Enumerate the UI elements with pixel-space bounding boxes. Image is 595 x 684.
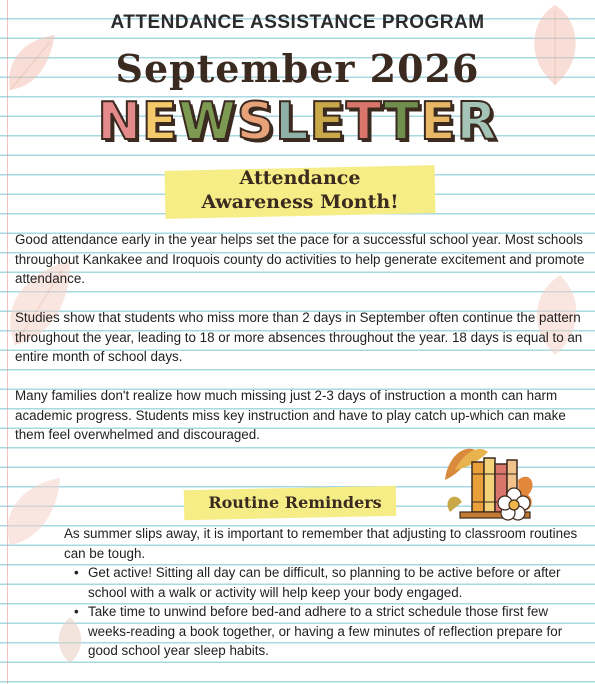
list-item: • Get active! Sitting all day can be difficult, so planning to be active before or after school with a walk or activity will help keep your body engaged.: [74, 563, 584, 602]
masthead-letter: L: [275, 92, 310, 152]
routine-intro: As summer slips away, it is important to remember that adjusting to classroom routines can be tough.: [64, 526, 578, 561]
routine-section: [64, 524, 584, 661]
feature-paragraph: Good attendance early in the year helps set the pace for a successful school year. Most schools throughout Kankakee and Iroquois county do activities to help generate excitement and promote attendance.: [15, 232, 585, 286]
masthead-letter: E: [141, 92, 179, 152]
routine-title: Routine Reminders: [208, 493, 382, 512]
routine-list: [74, 563, 584, 661]
masthead-letter: R: [456, 92, 498, 152]
feature-paragraph: Studies show that students who miss more than 2 days in September often continue the pattern throughout the year, leading to 18 or more absences throughout the year. 18 days is equal to an entire month of school days.: [15, 310, 583, 364]
masthead-letter: S: [236, 92, 276, 152]
program-name: ATTENDANCE ASSISTANCE PROGRAM: [110, 12, 485, 33]
masthead-letter: T: [383, 92, 421, 152]
list-item: • Take time to unwind before bed-and adhere to a strict schedule those first few weeks-reading a book together, or having a few minutes of reflection prepare for good school year sleep habits.: [74, 602, 584, 661]
flower-icon: [497, 487, 531, 521]
feature-title-line: Awareness Month!: [201, 191, 399, 213]
feature-paragraph: Many families don't realize how much missing just 2-3 days of instruction a month can harm academic progress. Students miss key instruction and have to play catch up-which can make them feel overwhelmed and discouraged.: [15, 388, 566, 442]
masthead-letter: E: [420, 92, 457, 152]
newsletter-masthead: [0, 92, 595, 152]
autumn-leaf-icon: [0, 470, 70, 550]
masthead-letter: W: [178, 92, 237, 152]
feature-title: [160, 166, 440, 214]
masthead-letter: N: [97, 92, 142, 152]
issue-date: September 2026: [115, 46, 480, 91]
feature-title-line: Attendance: [239, 167, 361, 189]
masthead-letter: T: [345, 92, 384, 152]
feature-body: [15, 230, 587, 464]
masthead-letter: E: [309, 92, 346, 152]
